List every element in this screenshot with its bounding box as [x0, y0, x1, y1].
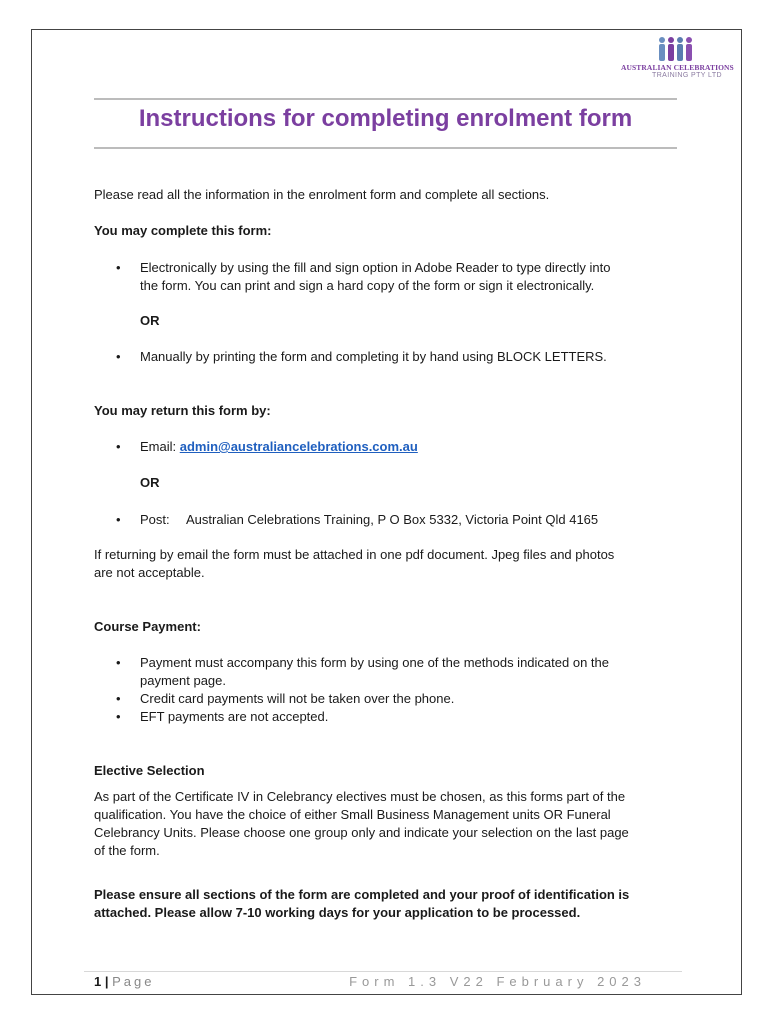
footer-rule [84, 971, 682, 972]
closing-line-2: attached. Please allow 7-10 working days for your application to be processed. [94, 905, 581, 920]
return-post-address: Australian Celebrations Training, P O Box 5332, Victoria Point Qld 4165 [186, 512, 599, 527]
page-title: Instructions for completing enrolment form [138, 105, 633, 132]
return-email [140, 438, 418, 456]
elective-line-2: qualification. You have the choice of either Small Business Management units OR Funeral [94, 807, 611, 822]
payment-item-2: Credit card payments will not be taken over the phone. [140, 691, 455, 706]
bullet: • [116, 512, 121, 527]
footer-page-number [94, 974, 154, 989]
document-page [31, 29, 742, 995]
elective-line-3: Celebrancy Units. Please choose one group only and indicate your selection on the last page [94, 825, 629, 840]
email-link[interactable]: admin@australiancelebrations.com.au [179, 439, 418, 454]
page-word: Page [112, 974, 155, 989]
logo-name: AUSTRALIAN CELEBRATIONS [621, 63, 734, 72]
or-label: OR [140, 313, 160, 328]
page-separator: | [101, 974, 113, 989]
payment-item-1-line-1: Payment must accompany this form by using one of the methods indicated on the [140, 655, 609, 670]
payment-item-1-line-2: payment page. [140, 673, 227, 688]
bullet: • [116, 439, 121, 454]
or-label: OR [140, 475, 160, 490]
four-people-icon [656, 36, 696, 62]
title-top-rule [94, 98, 677, 100]
complete-option-electronic-2: the form. You can print and sign a hard copy of the form or sign it electronically. [140, 278, 595, 293]
return-post-label: Post: [140, 512, 170, 527]
email-note-line-2: are not acceptable. [94, 565, 205, 580]
complete-option-manual: Manually by printing the form and completing it by hand using BLOCK LETTERS. [140, 349, 607, 364]
complete-heading: You may complete this form: [94, 223, 272, 238]
bullet: • [116, 655, 121, 670]
elective-line-1: As part of the Certificate IV in Celebrancy electives must be chosen, as this forms part of the [94, 789, 626, 804]
title-bottom-rule [94, 147, 677, 149]
elective-line-4: of the form. [94, 843, 160, 858]
bullet: • [116, 349, 121, 364]
closing-line-1: Please ensure all sections of the form are completed and your proof of identification is [94, 887, 630, 902]
elective-heading: Elective Selection [94, 763, 205, 778]
email-note-line-1: If returning by email the form must be attached in one pdf document. Jpeg files and photos [94, 547, 615, 562]
bullet: • [116, 691, 121, 706]
bullet: • [116, 709, 121, 724]
email-label: Email: [140, 439, 180, 454]
payment-item-3: EFT payments are not accepted. [140, 709, 329, 724]
return-heading: You may return this form by: [94, 403, 271, 418]
logo-subtitle: TRAINING PTY LTD [652, 72, 722, 79]
complete-option-electronic-1: Electronically by using the fill and sign option in Adobe Reader to type directly into [140, 260, 611, 275]
payment-heading: Course Payment: [94, 619, 201, 634]
bullet: • [116, 260, 121, 275]
intro-text: Please read all the information in the enrolment form and complete all sections. [94, 187, 550, 202]
footer-version: Form 1.3 V22 February 2023 [349, 974, 646, 989]
company-logo [621, 36, 734, 79]
page-number: 1 [94, 974, 102, 989]
